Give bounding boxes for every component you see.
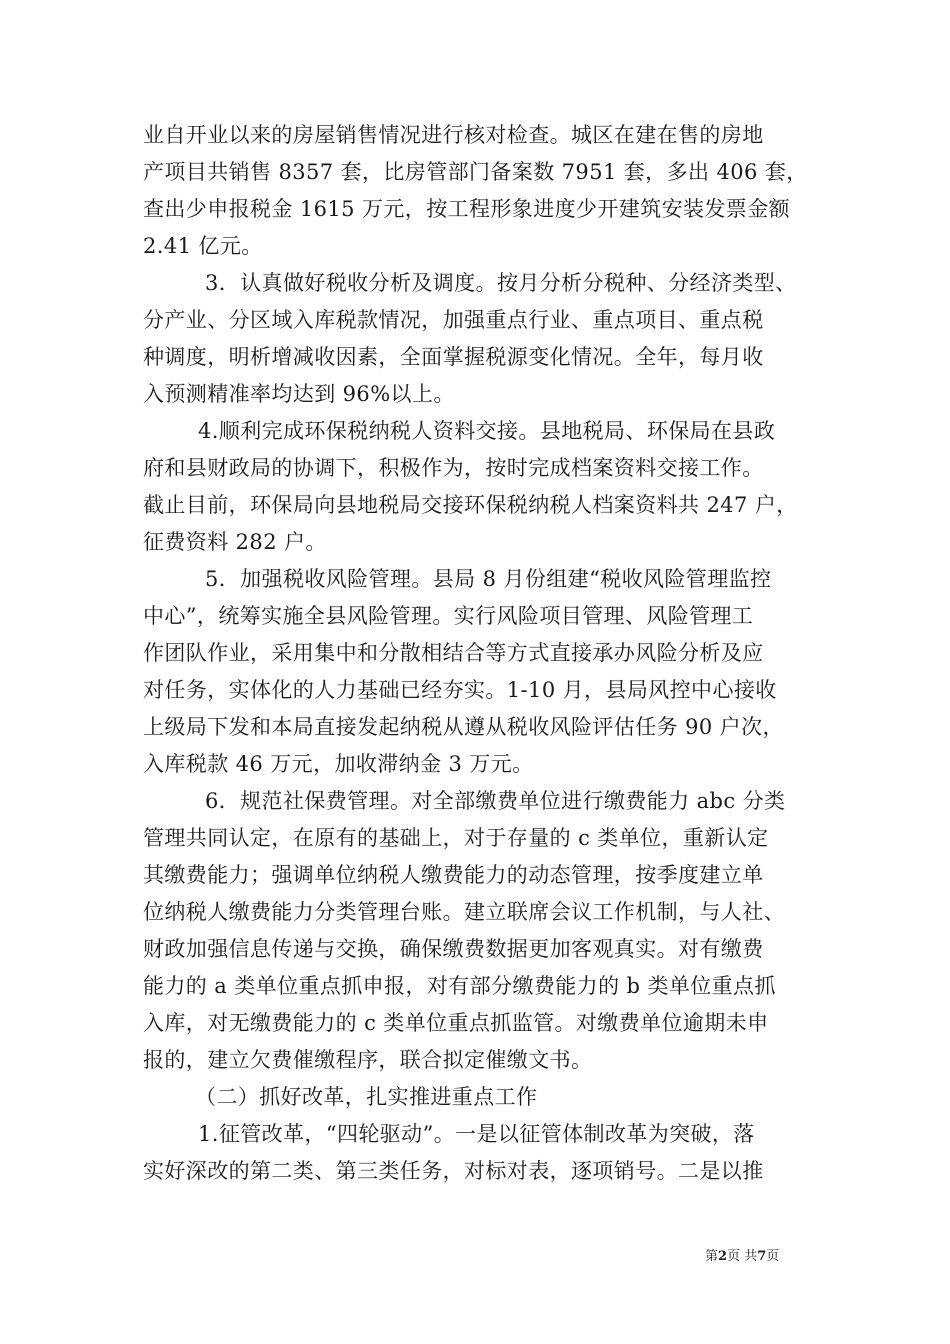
section-heading: （二）抓好改革，扎实推进重点工作 <box>195 1085 538 1109</box>
text-line: 府和县财政局的协调下，积极作为，按时完成档案资料交接工作。 <box>143 456 764 480</box>
text-line: 入预测精准率均达到 96%以上。 <box>143 382 455 406</box>
text-line: 管理共同认定，在原有的基础上，对于存量的 c 类单位，重新认定 <box>143 826 769 850</box>
text-line: 产项目共销售 8357 套，比房管部门备案数 7951 套，多出 406 套， <box>143 160 808 184</box>
text-line: 财政加强信息传递与交换，确保缴费数据更加客观真实。对有缴费 <box>143 937 764 961</box>
text-line: 截止目前，环保局向县地税局交接环保税纳税人档案资料共 247 户， <box>143 493 798 517</box>
text-line: 中心”，统筹实施全县风险管理。实行风险项目管理、风险管理工 <box>143 604 754 628</box>
text-line: 位纳税人缴费能力分类管理台账。建立联席会议工作机制，与人社、 <box>143 900 785 924</box>
text-line: 1.征管改革，“四轮驱动”。一是以征管体制改革为突破，落 <box>198 1122 755 1146</box>
footer-middle: 页 共 <box>727 1249 758 1264</box>
text-line: 4.顺利完成环保税纳税人资料交接。县地税局、环保局在县政 <box>198 419 776 443</box>
text-line: 6．规范社保费管理。对全部缴费单位进行缴费能力 abc 分类 <box>205 789 786 813</box>
footer-prefix: 第 <box>705 1249 719 1264</box>
text-line: 报的，建立欠费催缴程序，联合拟定催缴文书。 <box>143 1048 593 1072</box>
text-line: 上级局下发和本局直接发起纳税从遵从税收风险评估任务 90 户次， <box>143 715 784 739</box>
text-line: 3．认真做好税收分析及调度。按月分析分税种、分经济类型、 <box>205 271 797 295</box>
text-line: 2.41 亿元。 <box>143 234 263 258</box>
text-line: 分产业、分区域入库税款情况，加强重点行业、重点项目、重点税 <box>143 308 764 332</box>
text-line: 入库税款 46 万元，加收滞纳金 3 万元。 <box>143 752 534 776</box>
total-pages-number: 7 <box>757 1249 767 1264</box>
text-line: 对任务，实体化的人力基础已经夯实。1-10 月，县局风控中心接收 <box>143 678 777 702</box>
footer-suffix: 页 <box>766 1249 780 1264</box>
text-line: 种调度，明析增减收因素，全面掌握税源变化情况。全年，每月收 <box>143 345 764 369</box>
page-footer <box>705 1245 779 1264</box>
text-line: 作团队作业，采用集中和分散相结合等方式直接承办风险分析及应 <box>143 641 764 665</box>
text-line: 能力的 a 类单位重点抓申报，对有部分缴费能力的 b 类单位重点抓 <box>143 974 776 998</box>
text-line: 5．加强税收风险管理。县局 8 月份组建“税收风险管理监控 <box>205 567 772 591</box>
text-line: 查出少申报税金 1615 万元，按工程形象进度少开建筑安装发票金额 <box>143 197 790 221</box>
text-line: 其缴费能力；强调单位纳税人缴费能力的动态管理，按季度建立单 <box>143 863 764 887</box>
text-line: 业自开业以来的房屋销售情况进行核对检查。城区在建在售的房地 <box>143 123 764 147</box>
text-line: 征费资料 282 户。 <box>143 530 327 554</box>
text-line: 入库，对无缴费能力的 c 类单位重点抓监管。对缴费单位逾期未申 <box>143 1011 769 1035</box>
text-line: 实好深改的第二类、第三类任务，对标对表，逐项销号。二是以推 <box>143 1159 764 1183</box>
current-page-number: 2 <box>718 1249 728 1264</box>
